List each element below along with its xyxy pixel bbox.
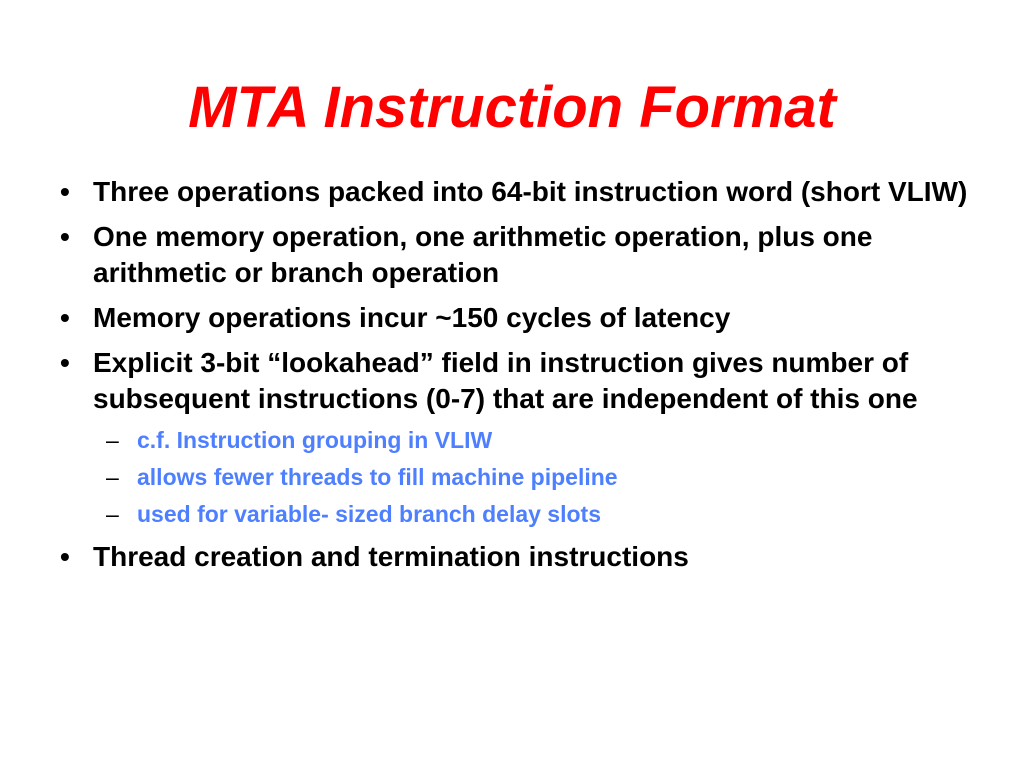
sub-bullet-item — [60, 500, 990, 529]
slide-title: MTA Instruction Format — [188, 75, 836, 140]
bullet-text: Explicit 3-bit “lookahead” field in instruction gives number of subsequent instructions (0-7) that are independent of this one — [93, 347, 918, 414]
sub-bullet-text: c.f. Instruction grouping in VLIW — [137, 427, 493, 453]
sub-bullet-list — [60, 426, 990, 529]
bullet-item — [60, 174, 990, 210]
bullet-marker: • — [60, 302, 70, 333]
bullet-text: Thread creation and termination instructions — [93, 541, 689, 572]
bullet-item — [60, 539, 990, 575]
bullet-text: Memory operations incur ~150 cycles of latency — [93, 302, 731, 333]
sub-bullet-marker: – — [106, 427, 119, 453]
bullet-text: One memory operation, one arithmetic operation, plus one arithmetic or branch operation — [93, 221, 873, 288]
bullet-text: Three operations packed into 64-bit instruction word (short VLIW) — [93, 176, 968, 207]
bullet-marker: • — [60, 347, 70, 378]
bullet-item — [60, 300, 990, 336]
bullet-marker: • — [60, 176, 70, 207]
sub-bullet-item — [60, 426, 990, 455]
sub-bullet-marker: – — [106, 464, 119, 490]
bullet-list — [60, 174, 990, 584]
bullet-marker: • — [60, 541, 70, 572]
sub-bullet-text: allows fewer threads to fill machine pipeline — [137, 464, 618, 490]
sub-bullet-text: used for variable- sized branch delay slots — [137, 501, 601, 527]
bullet-item — [60, 219, 990, 291]
bullet-marker: • — [60, 221, 70, 252]
sub-bullet-marker: – — [106, 501, 119, 527]
sub-bullet-item — [60, 463, 990, 492]
bullet-item — [60, 345, 990, 417]
